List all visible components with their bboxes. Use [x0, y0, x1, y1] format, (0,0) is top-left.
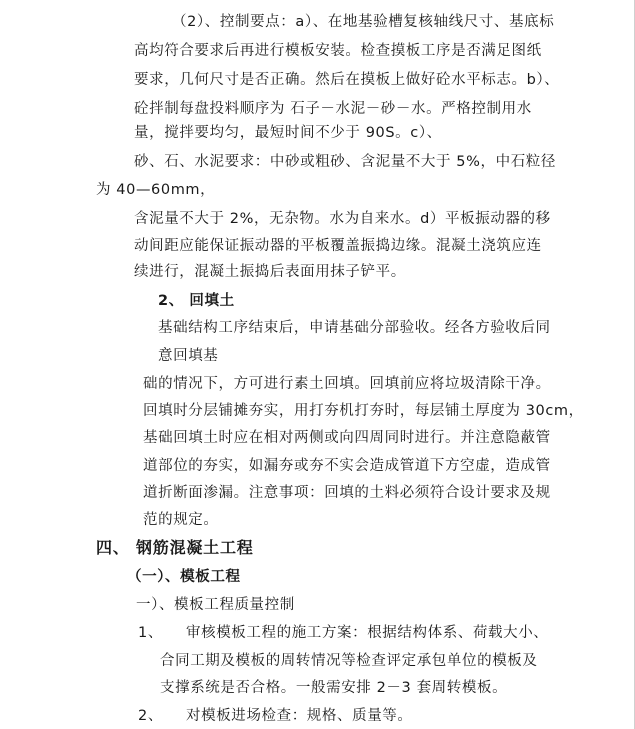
backfill-line-1: 基础结构工序结束后，申请基础分部验收。经各方验收后同	[158, 320, 551, 336]
backfill-line-8: 范的规定。	[143, 512, 219, 528]
control-points-line-5: 量，搅拌要均匀，最短时间不少于 90S。c）、	[134, 125, 442, 141]
item-2-text: 对模板进场检查：规格、质量等。	[186, 708, 413, 724]
backfill-heading: 2、 回填土	[158, 293, 235, 309]
control-points-line-3: 要求，几何尺寸是否正确。然后在摸板上做好砼水平标志。b）、	[134, 72, 560, 88]
section-heading: 四、 钢筋混凝土工程	[96, 538, 254, 557]
subsection-heading: （一）、模板工程	[127, 569, 241, 585]
backfill-line-4: 回填时分层铺摊夯实，用打夯机打夯时，每层铺土厚度为 30cm，	[143, 403, 584, 419]
item-1-line-1: 审核模板工程的施工方案：根据结构体系、荷载大小、	[186, 625, 549, 641]
control-points-line-10: 续进行，混凝土振捣后表面用抹子铲平。	[134, 264, 406, 280]
control-points-line-9: 动间距应能保证振动器的平板覆盖振捣边缘。混凝土浇筑应连	[134, 238, 542, 254]
subsubsection-heading: 一）、模板工程质量控制	[136, 597, 295, 613]
backfill-line-5: 基础回填土时应在相对两侧或向四周同时进行。并注意隐蔽管	[143, 430, 551, 446]
control-points-line-2: 高均符合要求后再进行模板安装。检查摸板工序是否满足图纸	[134, 43, 542, 59]
backfill-line-7: 道折断面渗漏。注意事项：回填的土料必须符合设计要求及规	[143, 485, 551, 501]
control-points-line-1: （2）、控制要点：a）、在地基验槽复核轴线尺寸、基底标	[172, 14, 555, 30]
backfill-line-6: 道部位的夯实，如漏夯或夯不实会造成管道下方空虚，造成管	[143, 458, 551, 474]
backfill-line-2: 意回填基	[158, 348, 219, 364]
control-points-line-8: 含泥量不大于 2%，无杂物。水为自来水。d）平板振动器的移	[134, 211, 551, 227]
backfill-line-3: 础的情况下，方可进行素土回填。回填前应将垃圾清除干净。	[143, 376, 551, 392]
item-2-number: 2、	[138, 708, 163, 724]
control-points-line-6: 砂、石、水泥要求：中砂或粗砂、含泥量不大于 5%，中石粒径	[134, 154, 557, 170]
item-1-line-3: 支撑系统是否合格。一般需安排 2－3 套周转模板。	[160, 680, 508, 696]
control-points-line-7: 为 40—60mm，	[96, 182, 216, 198]
control-points-line-4: 砼拌制每盘投料顺序为 石子－水泥－砂－水。严格控制用水	[134, 101, 532, 117]
item-1-number: 1、	[138, 625, 163, 641]
item-1-line-2: 合同工期及模板的周转情况等检查评定承包单位的模板及	[160, 653, 538, 669]
